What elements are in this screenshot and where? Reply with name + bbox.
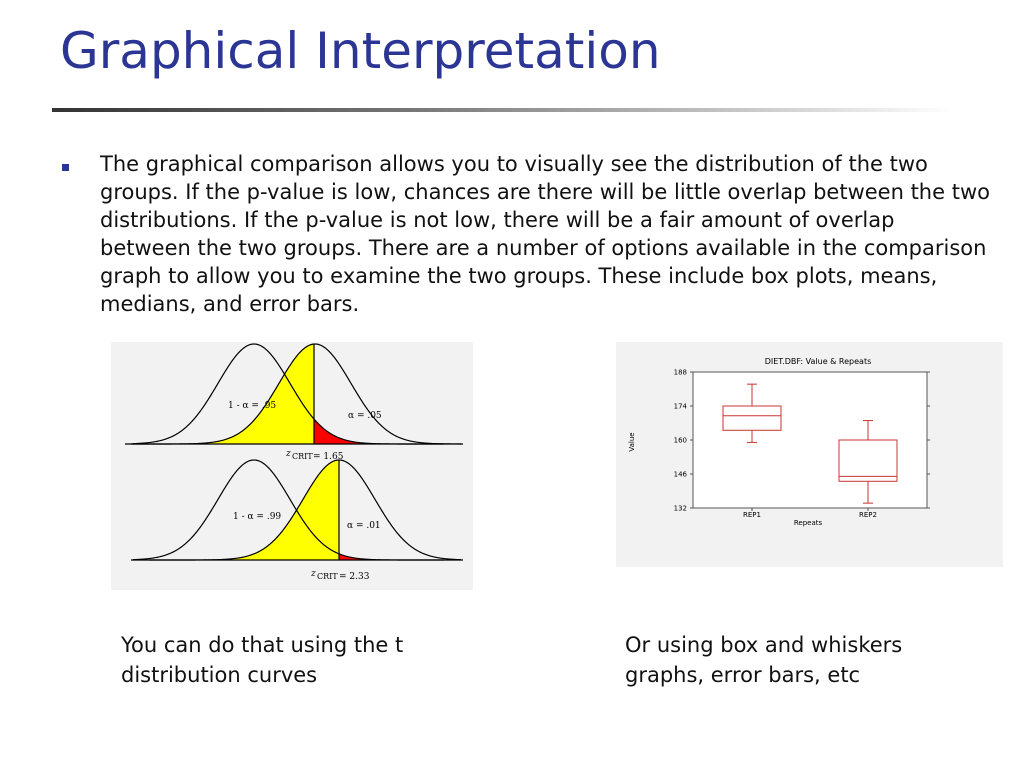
boxplot-figure: [616, 342, 1003, 567]
top-alpha-label: α = .05: [348, 411, 382, 421]
bottom-acceptance-area: [219, 460, 339, 560]
chart-title: DIET.DBF: Value & Repeats: [764, 357, 872, 366]
square-bullet-icon: [62, 164, 69, 171]
y-axis-label: Value: [628, 432, 636, 452]
distribution-curves-figure: [111, 342, 473, 590]
bottom-zcrit-value: = 2.33: [339, 572, 370, 582]
top-distribution: [125, 344, 463, 462]
caption-right: Or using box and whiskers graphs, error bars, etc: [625, 633, 903, 687]
title-divider: [52, 108, 952, 112]
y-tick-label: 132: [673, 504, 687, 513]
boxplot-svg: [616, 342, 1003, 567]
x-axis-label: Repeats: [793, 519, 823, 527]
distribution-curves-svg: [111, 342, 473, 590]
top-zcrit-value: = 1.65: [313, 452, 344, 462]
bottom-zcrit-sub: CRIT: [317, 572, 338, 581]
bottom-zcrit-z: z: [311, 569, 316, 579]
bullet-text: The graphical comparison allows you to visually see the distribution of the two groups. If the p-value is low, chances are there will be little overlap between the two distributions. If the p-value is not low, there will be a fair amount of overlap between the two groups. There are a number of options available in the comparison graph to allow you to examine the two groups. These include box plots, means, medians, and error bars.: [100, 152, 990, 316]
slide-title: Graphical Interpretation: [60, 22, 661, 80]
top-rejection-area: [314, 419, 394, 444]
y-tick-label: 160: [673, 436, 687, 445]
y-tick-label: 146: [673, 470, 687, 479]
x-tick-label: REP2: [859, 511, 877, 519]
top-zcrit-z: z: [286, 449, 291, 459]
bottom-alpha-label: α = .01: [347, 521, 381, 531]
x-tick-label: REP1: [743, 511, 761, 519]
top-confidence-label: 1 - α = .95: [228, 401, 277, 411]
y-tick-label: 188: [673, 368, 687, 377]
bottom-distribution: [131, 460, 463, 582]
bottom-confidence-label: 1 - α = .99: [233, 512, 282, 522]
caption-left: You can do that using the t distribution curves: [121, 633, 404, 687]
y-tick-label: 174: [673, 402, 687, 411]
top-zcrit-sub: CRIT: [292, 452, 313, 461]
